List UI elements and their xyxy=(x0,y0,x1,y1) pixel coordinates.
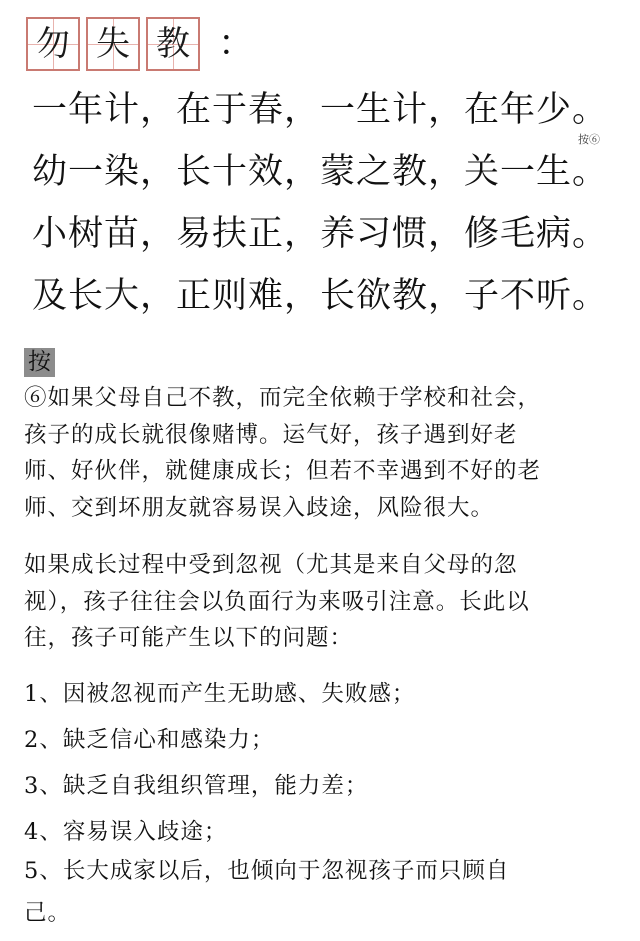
title xyxy=(26,16,254,72)
body-line-6: 视），孩子往往会以负面行为来吸引注意。长此以 xyxy=(24,588,530,615)
list-item-3: 3、缺乏自我组织管理，能力差； xyxy=(24,773,369,799)
list-item-4: 4、容易误入歧途； xyxy=(24,819,228,845)
body-line-2: 孩子的成长就很像赌博。运气好，孩子遇到好老 xyxy=(24,421,518,448)
body-line-7: 往，孩子可能产生以下的问题： xyxy=(24,625,354,651)
title-char-1: 勿 xyxy=(36,24,70,64)
verse-line-4: 及长大，正则难，长欲教，子不听。 xyxy=(32,276,609,316)
footnote-marker: 按⑥ xyxy=(578,133,600,146)
title-char-box-1 xyxy=(26,17,80,71)
title-char-box-3 xyxy=(146,17,200,71)
body-line-3: 师、好伙伴，就健康成长；但若不幸遇到不好的老 xyxy=(24,458,542,484)
note-label-badge: 按 xyxy=(24,348,55,377)
verse-line-2: 幼一染，长十效，蒙之教，关一生。 xyxy=(32,152,609,192)
title-char-3: 教 xyxy=(156,24,190,64)
body-line-4: 师、交到坏朋友就容易误入歧途，风险很大。 xyxy=(24,494,495,521)
verse-line-1: 一年计，在于春，一生计，在年少。 xyxy=(32,90,609,130)
verse-line-3: 小树苗，易扶正，养习惯，修毛病。 xyxy=(32,214,609,254)
body-line-1: ⑥如果父母自己不教，而完全依赖于学校和社会， xyxy=(24,385,542,411)
title-char-box-2 xyxy=(86,17,140,71)
list-item-5: 5、长大成家以后，也倾向于忽视孩子而只顾自 xyxy=(24,858,510,884)
list-item-1: 1、因被忽视而产生无助感、失败感； xyxy=(24,681,416,707)
title-colon: ： xyxy=(218,23,255,64)
list-item-5-continued: 己。 xyxy=(24,900,72,926)
title-char-2: 失 xyxy=(96,24,130,64)
body-line-5: 如果成长过程中受到忽视（尤其是来自父母的忽 xyxy=(24,552,518,578)
list-item-2: 2、缺乏信心和感染力； xyxy=(24,727,275,753)
